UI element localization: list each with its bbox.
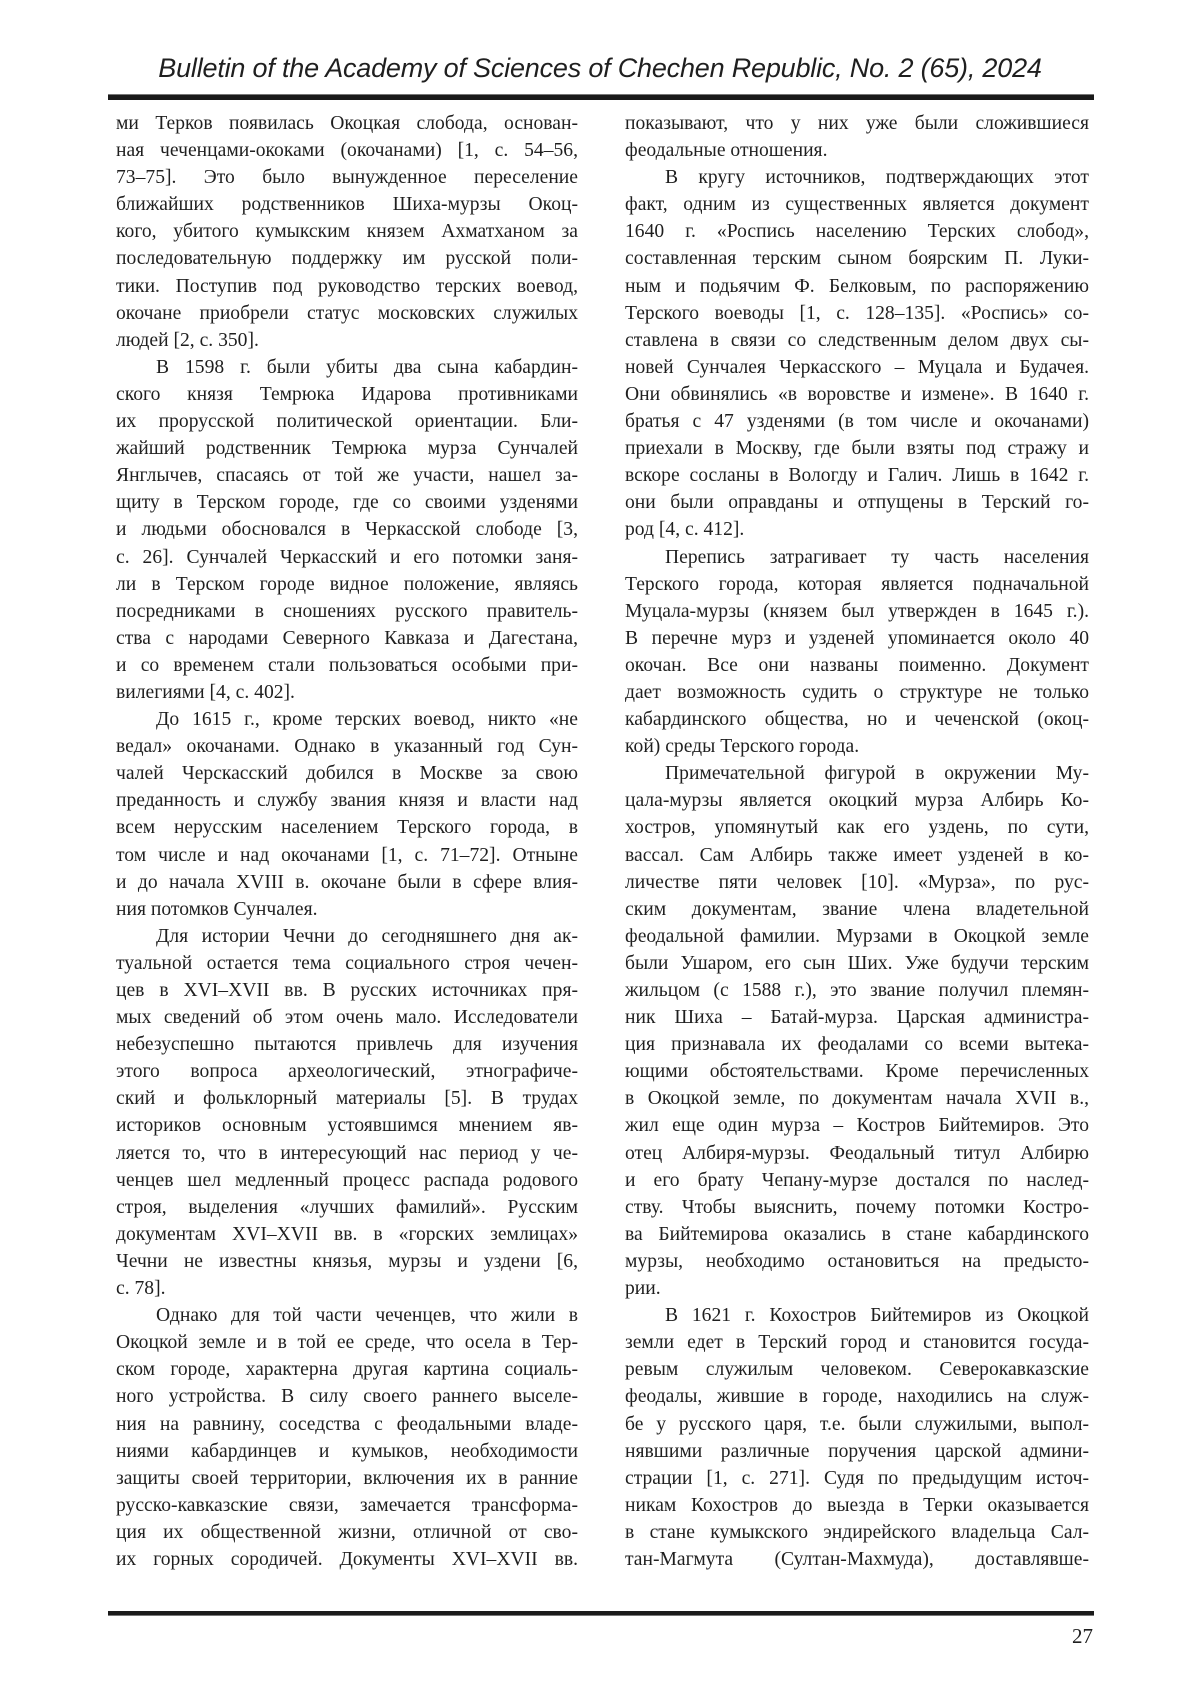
journal-running-header: Bulletin of the Academy of Sciences of Chechen Republic, No. 2 (65), 2024 bbox=[158, 53, 1042, 83]
text-line: показывают, что у них уже были сложившиеся bbox=[625, 113, 1089, 134]
text-line: Чечни не известны князья, мурзы и уздени [6, bbox=[116, 1250, 578, 1272]
text-line: их прорусской политической ориентации. Бли- bbox=[116, 411, 578, 433]
text-line: факт, одним из существенных является документ bbox=[625, 194, 1089, 216]
text-line: людей [2, с. 350]. bbox=[116, 329, 259, 351]
text-line: 1640 г. «Роспись населению Терских слобод», bbox=[625, 221, 1089, 243]
text-line: окочане приобрели статус московских служилых bbox=[116, 302, 578, 324]
text-line: ченцев шел медленный процесс распада родового bbox=[116, 1169, 578, 1191]
text-line: документам XVI–XVII вв. в «горских землицах» bbox=[116, 1223, 578, 1245]
text-line: ским документам, звание члена владетельной bbox=[625, 898, 1089, 920]
text-line: ского князя Темрюка Идарова противниками bbox=[116, 383, 578, 405]
text-line: и людьми обосновался в Черкасской слободе [3, bbox=[116, 519, 578, 541]
text-line: приехали в Москву, где были взяты под стражу и bbox=[625, 438, 1089, 460]
text-line: ству. Чтобы выяснить, почему потомки Костро- bbox=[625, 1196, 1089, 1218]
text-line: посредниками в сношениях русского правитель- bbox=[116, 600, 578, 622]
text-line: ревым служилым человеком. Северокавказские bbox=[625, 1359, 1089, 1381]
text-line: ва Бийтемирова оказались в стане кабардинского bbox=[625, 1223, 1089, 1245]
text-line: ближайших родственников Шиха-мурзы Окоц- bbox=[116, 194, 578, 216]
text-line: тики. Поступив под руководство терских воевод, bbox=[116, 275, 578, 297]
header-rule bbox=[108, 94, 1094, 100]
right-text-column bbox=[625, 110, 1089, 1573]
text-line: ставлена в связи со следственным делом двух сы- bbox=[625, 329, 1089, 351]
text-line: жайший родственник Темрюка мурза Сунчалей bbox=[116, 438, 578, 460]
text-line: отец Албиря-мурзы. Феодальный титул Албирю bbox=[625, 1142, 1089, 1164]
text-line: жильцом (с 1588 г.), это звание получил племян- bbox=[625, 980, 1089, 1001]
text-line: До 1615 г., кроме терских воевод, никто «не bbox=[156, 709, 578, 731]
text-line: ция признавала их феодалами со всеми вытека- bbox=[625, 1034, 1089, 1056]
text-line: Муцала-мурзы (князем был утвержден в 1645 г.). bbox=[625, 600, 1089, 622]
text-line: ниями кабардинцев и кумыков, необходимости bbox=[116, 1440, 578, 1462]
text-line: составленная терским сыном боярским П. Луки- bbox=[625, 248, 1089, 270]
text-line: небезуспешно пытаются привлечь для изучения bbox=[116, 1034, 578, 1056]
text-line: кабардинского общества, но и чеченской (окоц- bbox=[625, 709, 1089, 731]
text-line: кой) среды Терского города. bbox=[625, 736, 860, 758]
text-line: их горных сородичей. Документы XVI–XVII вв. bbox=[116, 1548, 578, 1570]
text-line: строя, выделения «лучших фамилий». Русским bbox=[116, 1196, 578, 1218]
text-line: В перечне мурз и узденей упоминается около 40 bbox=[625, 627, 1089, 649]
text-line: щиту в Терском городе, где со своими узденями bbox=[116, 492, 578, 514]
text-line: феодальной фамилии. Мурзами в Окоцкой земле bbox=[625, 925, 1089, 947]
text-line: ния потомков Сунчалея. bbox=[116, 898, 318, 920]
text-line: и до начала XVIII в. окочане были в сфере влия- bbox=[116, 871, 578, 893]
text-line: всем нерусским населением Терского города, в bbox=[116, 817, 578, 839]
text-line: В 1621 г. Кохостров Бийтемиров из Окоцкой bbox=[665, 1305, 1089, 1327]
text-line: земли едет в Терский город и становится госуда- bbox=[625, 1332, 1089, 1354]
text-line: ция их общественной жизни, отличной от сво- bbox=[116, 1521, 578, 1543]
text-line: 73–75]. Это было вынужденное переселение bbox=[116, 167, 578, 189]
text-line: рии. bbox=[625, 1278, 661, 1300]
text-line: братья с 47 узденями (в том числе и окочанами) bbox=[625, 411, 1089, 433]
text-line: Терского воеводы [1, с. 128–135]. «Роспись» со- bbox=[625, 302, 1089, 324]
text-line: русско-кавказские связи, замечается трансформа- bbox=[116, 1494, 578, 1516]
text-line: новей Сунчалея Черкасского – Муцала и Будачея. bbox=[625, 356, 1089, 378]
text-line: ском городе, характерна другая картина социаль- bbox=[116, 1359, 578, 1381]
text-line: ми Терков появилась Окоцкая слобода, основан- bbox=[116, 113, 578, 134]
left-text-column bbox=[116, 110, 578, 1573]
text-line: цев в XVI–XVII вв. В русских источниках пря- bbox=[116, 980, 578, 1001]
text-line: Они обвинялись «в воровстве и измене». В 1640 г. bbox=[625, 383, 1089, 405]
text-line: с. 78]. bbox=[116, 1278, 166, 1300]
text-line: и со временем стали пользоваться особыми при- bbox=[116, 654, 578, 676]
text-line: страции [1, с. 271]. Судя по предыдущим источ- bbox=[625, 1467, 1089, 1489]
text-line: были Ушаром, его сын Ших. Уже будучи терским bbox=[625, 952, 1089, 974]
text-line: в Окоцкой земле, по документам начала XVII в., bbox=[625, 1088, 1089, 1110]
text-line: последовательную поддержку им русской поли- bbox=[116, 248, 578, 270]
text-line: кого, убитого кумыкским князем Ахматханом за bbox=[116, 221, 578, 243]
text-line: историков основным устоявшимся мнением яв- bbox=[116, 1115, 578, 1137]
text-line: феодалы, жившие в городе, находились на служ- bbox=[625, 1386, 1089, 1408]
text-line: личестве пяти человек [10]. «Мурза», по рус- bbox=[625, 871, 1089, 893]
text-line: ющими обстоятельствами. Кроме перечисленных bbox=[625, 1061, 1089, 1083]
text-line: мых сведений об этом очень мало. Исследователи bbox=[116, 1007, 578, 1029]
text-line: преданность и службу звания князя и власти над bbox=[116, 790, 578, 812]
text-line: с. 26]. Сунчалей Черкасский и его потомки заня- bbox=[116, 546, 578, 568]
footer-rule bbox=[108, 1611, 1094, 1616]
text-line: хостров, упомянутый как его уздень, по сути, bbox=[625, 817, 1089, 839]
text-line: ния на равнину, соседства с феодальными владе- bbox=[116, 1413, 578, 1435]
text-line: бе у русского царя, т.е. были служилыми, выпол- bbox=[625, 1413, 1089, 1435]
text-line: ник Шиха – Батай-мурза. Царская администра- bbox=[625, 1007, 1089, 1029]
text-line: В кругу источников, подтверждающих этот bbox=[665, 167, 1089, 189]
text-line: цала-мурзы является окоцкий мурза Албирь Ко- bbox=[625, 790, 1089, 812]
text-line: ства с народами Северного Кавказа и Дагестана, bbox=[116, 627, 578, 649]
text-line: Терского города, которая является подначальной bbox=[625, 573, 1089, 595]
text-line: ский и фольклорный материалы [5]. В трудах bbox=[116, 1088, 578, 1110]
text-line: Перепись затрагивает ту часть населения bbox=[665, 546, 1089, 568]
text-line: окочан. Все они названы поименно. Документ bbox=[625, 654, 1089, 676]
text-line: ным и подьячим Ф. Белковым, по распоряжению bbox=[625, 275, 1089, 297]
text-line: том числе и над окочанами [1, с. 71–72]. Отныне bbox=[116, 844, 578, 866]
text-line: этого вопроса археологический, этнографиче- bbox=[116, 1061, 578, 1083]
text-line: защиты своей территории, включения их в ранние bbox=[116, 1467, 578, 1489]
text-line: мурзы, необходимо остановиться на предысто- bbox=[625, 1250, 1089, 1272]
text-line: тан-Магмута (Султан-Махмуда), доставлявше- bbox=[625, 1548, 1089, 1570]
text-line: и его брату Чепану-мурзе достался по наслед- bbox=[625, 1169, 1089, 1191]
text-line: они были оправданы и отпущены в Терский го- bbox=[625, 492, 1089, 514]
text-line: Примечательной фигурой в окружении Му- bbox=[665, 763, 1089, 785]
text-line: вилегиями [4, с. 402]. bbox=[116, 681, 295, 703]
text-line: феодальные отношения. bbox=[625, 140, 828, 162]
text-line: жил еще один мурза – Костров Бийтемиров. Это bbox=[625, 1115, 1089, 1137]
text-line: дает возможность судить о структуре не только bbox=[625, 681, 1089, 703]
text-line: Янглычев, спасаясь от той же участи, нашел за- bbox=[116, 465, 578, 487]
text-line: вассал. Сам Албирь также имеет узденей в ко- bbox=[625, 844, 1089, 866]
text-line: никам Кохостров до выезда в Терки оказывается bbox=[625, 1494, 1089, 1516]
text-line: род [4, с. 412]. bbox=[625, 519, 745, 541]
text-line: ведал» окочанами. Однако в указанный год Сун- bbox=[116, 736, 578, 758]
text-line: ли в Терском городе видное положение, являясь bbox=[116, 573, 578, 595]
text-line: Однако для той части чеченцев, что жили в bbox=[156, 1305, 578, 1327]
text-line: ного устройства. В силу своего раннего выселе- bbox=[116, 1386, 578, 1408]
text-line: нявшими различные поручения царской админи- bbox=[625, 1440, 1089, 1462]
text-line: в стане кумыкского эндирейского владельца Сал- bbox=[625, 1521, 1089, 1543]
text-line: Для истории Чечни до сегодняшнего дня ак- bbox=[156, 925, 578, 947]
page-number: 27 bbox=[1072, 1624, 1093, 1648]
text-line: ная чеченцами-ококами (окочанами) [1, с. 54–56, bbox=[116, 140, 578, 162]
text-line: В 1598 г. были убиты два сына кабардин- bbox=[156, 356, 578, 378]
text-line: Окоцкой земле и в той ее среде, что осела в Тер- bbox=[116, 1332, 578, 1354]
text-line: вскоре сосланы в Вологду и Галич. Лишь в 1642 г. bbox=[625, 465, 1089, 487]
text-line: туальной остается тема социального строя чечен- bbox=[116, 952, 578, 974]
text-line: ляется то, что в интересующий нас период у че- bbox=[116, 1142, 578, 1164]
text-line: чалей Черскасский добился в Москве за свою bbox=[116, 763, 578, 785]
